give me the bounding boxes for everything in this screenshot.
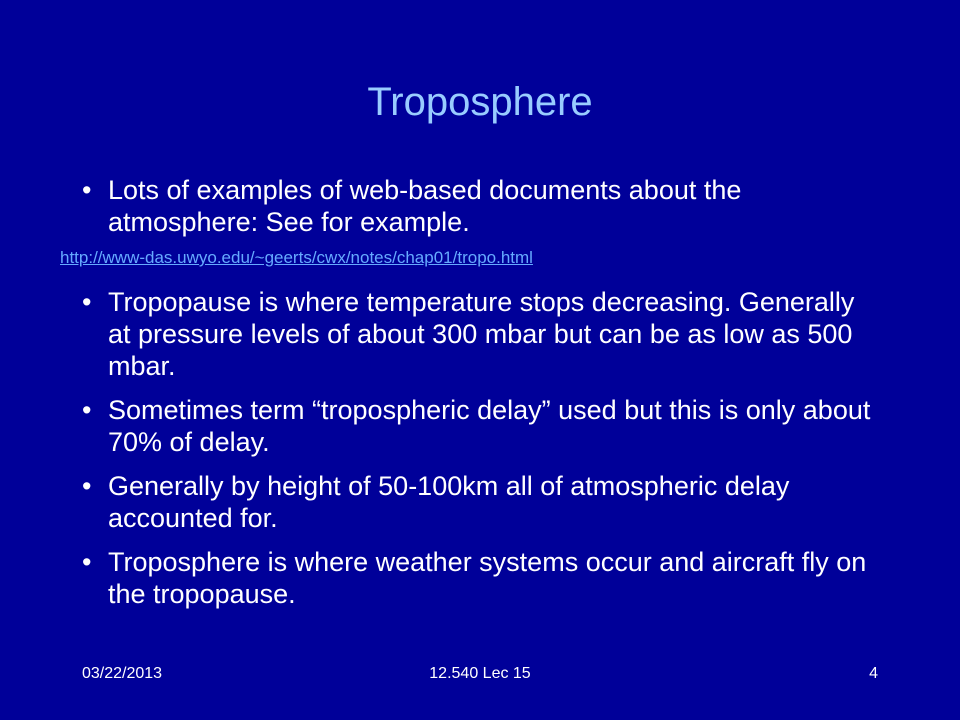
slide-body	[60, 174, 882, 622]
bullet-item	[82, 394, 882, 458]
bullet-item	[82, 470, 882, 534]
bullet-item	[82, 546, 882, 610]
slide-title: Troposphere	[367, 80, 593, 124]
bullet-item	[82, 286, 882, 382]
bullet-marker: •	[82, 175, 92, 205]
bullet-marker: •	[82, 287, 92, 317]
reference-link[interactable]: http://www-das.uwyo.edu/~geerts/cwx/notes/chap01/tropo.html	[60, 248, 533, 267]
bullet-text: Troposphere is where weather systems occur and aircraft fly on the tropopause.	[108, 547, 867, 609]
bullet-marker: •	[82, 471, 92, 501]
footer-page-number: 4	[869, 665, 878, 682]
footer-date: 03/22/2013	[82, 665, 163, 682]
bullet-text: Sometimes term “tropospheric delay” used but this is only about 70% of delay.	[108, 395, 871, 457]
bullet-marker: •	[82, 547, 92, 577]
footer-course: 12.540 Lec 15	[429, 665, 531, 682]
bullet-text: Tropopause is where temperature stops decreasing. Generally at pressure levels of about 300 mbar but can be as low as 500 mbar.	[108, 287, 855, 381]
bullet-text: Lots of examples of web-based documents about the atmosphere: See for example.	[108, 175, 742, 237]
bullet-text: Generally by height of 50-100km all of atmospheric delay accounted for.	[108, 471, 790, 533]
bullet-marker: •	[82, 395, 92, 425]
bullet-item	[82, 174, 882, 238]
